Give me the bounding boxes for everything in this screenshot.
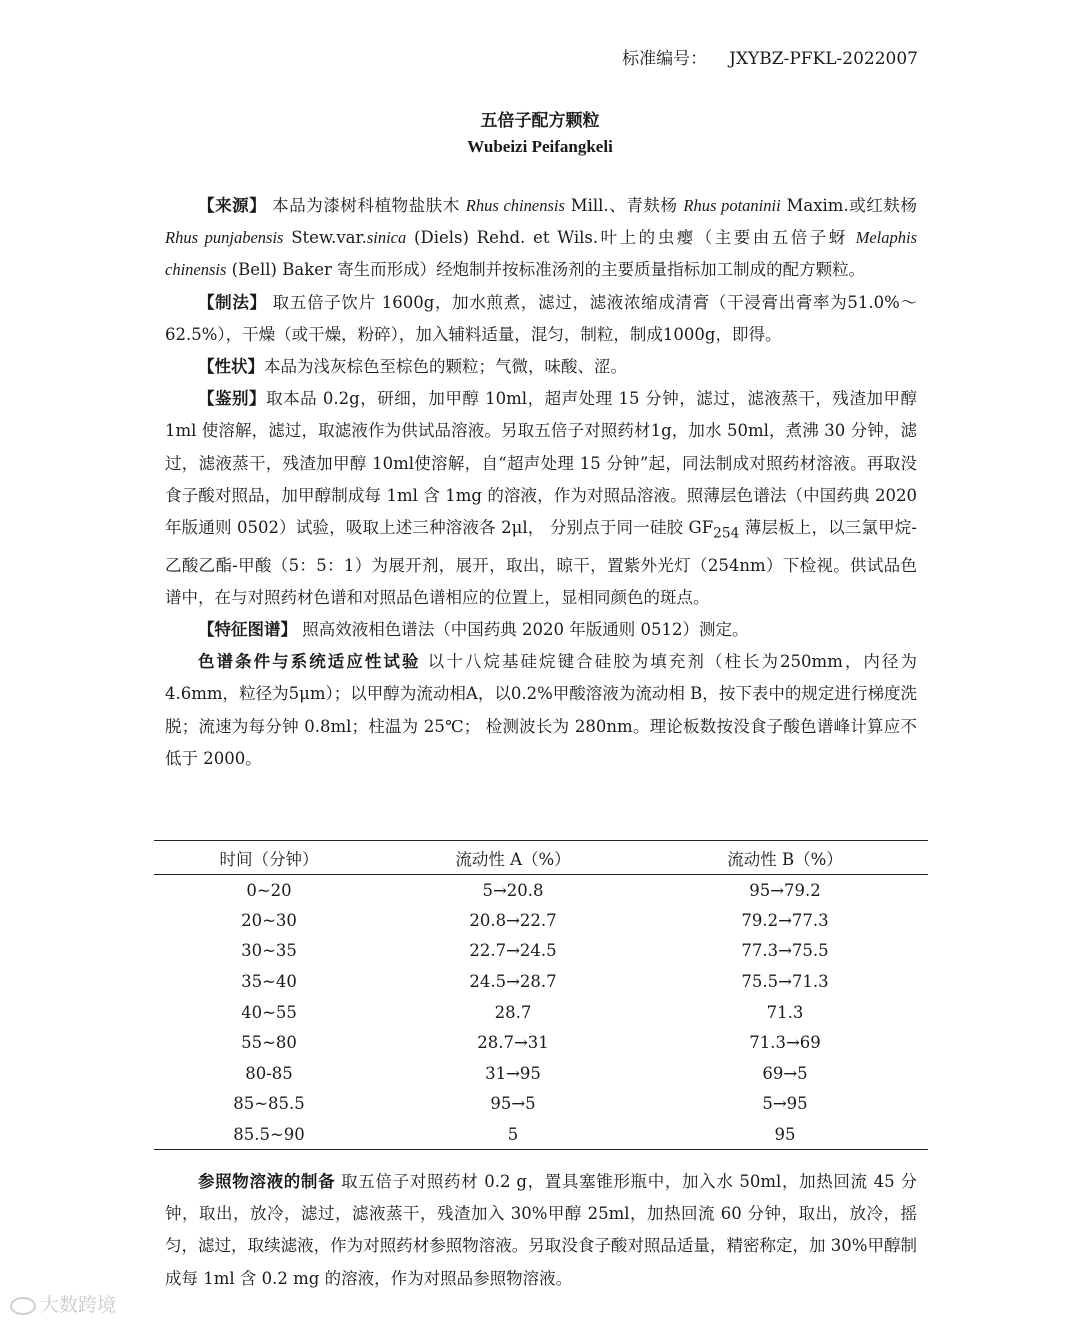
cell-phase-a: 5→20.8 [482, 880, 544, 900]
document-title-cn: 五倍子配方颗粒 [480, 111, 600, 131]
table-row [154, 1119, 928, 1150]
cell-phase-a: 31→95 [485, 1063, 541, 1083]
cell-phase-a: 22.7→24.5 [469, 941, 557, 961]
header-phase-b: 流动性 B（%） [642, 841, 928, 875]
section-identification [165, 383, 917, 614]
cell-phase-b: 95→79.2 [749, 880, 821, 900]
identification-text: 取本品 0.2g，研细，加甲醇 10ml，超声处理 15 分钟，滤过，滤液蒸干，残渣加甲醇 1ml 使溶解，滤过，取滤液作为供试品溶液。另取五倍子对照药材1g，加水 50ml，煮沸 30 分钟，滤过，滤液蒸干，残渣加甲醇 10ml使溶解，自“超声处理 15 分钟”起，同法制成对照药材溶液。再取没食子酸对照品，加甲醇制成每 1ml 含 1mg 的溶液，作为对照品溶液。照薄层色谱法（中国药典 2020 年版通则 0502）试验，吸取上述三种溶液各 2μl， 分别点于同一硅胶 GF [165, 389, 918, 538]
fingerprint-text: 照高效液相色谱法（中国药典 2020 年版通则 0512）测定。 [297, 619, 749, 639]
document-body [165, 190, 917, 775]
cell-phase-a: 28.7→31 [477, 1033, 549, 1053]
table-row [154, 1027, 928, 1058]
watermark [10, 1290, 116, 1317]
table-row [154, 997, 928, 1028]
table-header-row [154, 841, 928, 875]
species-name: sinica [366, 228, 407, 248]
cell-phase-b: 71.3→69 [749, 1033, 821, 1053]
species-name: Melaphis chinensis [165, 228, 917, 280]
source-text: (Bell) Baker 寄生而形成）经炮制并按标准汤剂的主要质量指标加工制成的配方颗粒。 [226, 260, 866, 280]
method-text: 取五倍子饮片 1600g，加水煎煮，滤过，滤液浓缩成清膏（干浸膏出膏率为51.0%～62.5%），干燥（或干燥，粉碎），加入辅料适量，混匀，制粒，制成1000g，即得。 [165, 292, 918, 344]
table-row [154, 905, 928, 936]
method-heading: 【制法】 [198, 292, 267, 312]
cell-time: 80-85 [245, 1063, 293, 1083]
header-phase-a: 流动性 A（%） [384, 841, 642, 875]
standard-number [622, 44, 918, 69]
fingerprint-heading: 【特征图谱】 [198, 619, 297, 639]
source-text: Mill.、青麸杨 [564, 196, 684, 215]
source-heading: 【来源】 [198, 196, 267, 215]
identification-text: 薄层板上，以三氯甲烷-乙酸乙酯-甲酸（5：5：1）为展开剂，展开，取出，晾干，置紫外光灯（254nm）下检视。供试品色谱中，在与对照药材色谱和对照品色谱相应的位置上，显相同颜色的斑点。 [165, 518, 917, 607]
chromatography-text: 以十八烷基硅烷键合硅胶为填充剂（柱长为250mm，内径为4.6mm，粒径为5μm）；以甲醇为流动相A，以0.2%甲酸溶液为流动相 B，按下表中的规定进行梯度洗脱；流速为每分钟 0.8ml；柱温为 25℃； 检测波长为 280nm。理论板数按没食子酸色谱峰计算应不低于 2000。 [165, 652, 918, 768]
reference-heading: 参照物溶液的制备 [198, 1172, 336, 1191]
chromatography-heading: 色谱条件与系统适应性试验 [198, 652, 421, 672]
cell-time: 20~30 [241, 910, 297, 930]
species-name: Rhus punjabensis [165, 228, 284, 248]
character-heading: 【性状】 [198, 357, 264, 377]
section-source [165, 190, 917, 287]
cell-phase-a: 20.8→22.7 [469, 910, 557, 930]
section-fingerprint [165, 614, 917, 646]
character-text: 本品为浅灰棕色至棕色的颗粒；气微，味酸、涩。 [264, 357, 627, 377]
section-reference-solution [165, 1166, 917, 1295]
header-time: 时间（分钟） [154, 841, 384, 875]
cell-phase-b: 69→5 [762, 1063, 808, 1083]
table-row [154, 1089, 928, 1120]
cell-time: 30~35 [241, 941, 297, 961]
cell-time: 55~80 [241, 1033, 297, 1053]
cell-phase-b: 71.3 [766, 1002, 804, 1022]
cell-phase-b: 79.2→77.3 [741, 910, 829, 930]
reference-text: 取五倍子对照药材 0.2 g，置具塞锥形瓶中，加入水 50ml，加热回流 45 分钟，取出，放冷，滤过，滤液蒸干，残渣加入 30%甲醇 25ml，加热回流 60 分钟，取出，放冷，摇匀，滤过，取续滤液，作为对照药材参照物溶液。另取没食子酸对照品适量，精密称定，加 30%甲醇制成每 1ml 含 0.2 mg 的溶液，作为对照品参照物溶液。 [165, 1172, 918, 1288]
table-row [154, 1058, 928, 1089]
table-row [154, 966, 928, 997]
standard-number-label: 标准编号： [622, 49, 708, 69]
cell-phase-a: 5 [384, 1119, 642, 1150]
species-name: Rhus potaninii [683, 196, 781, 215]
cell-time: 40~55 [241, 1002, 297, 1022]
watermark-text: 大数跨境 [40, 1294, 117, 1316]
document-body-continued [165, 1166, 917, 1295]
gradient-table [154, 840, 928, 1150]
cell-time: 85.5~90 [154, 1119, 384, 1150]
species-name: Rhus chinensis [465, 196, 565, 215]
cell-time: 0~20 [246, 880, 292, 900]
table-row [154, 875, 928, 906]
cell-phase-b: 75.5→71.3 [741, 972, 829, 992]
standard-number-code: JXYBZ-PFKL-2022007 [729, 49, 918, 69]
cell-time: 35~40 [241, 972, 297, 992]
cell-phase-a: 95→5 [490, 1094, 536, 1114]
table-row [154, 936, 928, 967]
section-method [165, 287, 917, 351]
cell-phase-a: 28.7 [494, 1002, 532, 1022]
watermark-logo-icon [10, 1297, 36, 1315]
cell-phase-b: 95 [642, 1119, 928, 1150]
cell-phase-b: 77.3→75.5 [741, 941, 829, 961]
section-chromatography [165, 646, 917, 775]
cell-phase-b: 5→95 [762, 1094, 808, 1114]
cell-time: 85~85.5 [233, 1094, 305, 1114]
source-text: (Diels) Rehd. et Wils.叶上的虫瘿（主要由五倍子蚜 [406, 228, 856, 248]
source-text: Maxim.或红麸杨 [780, 196, 917, 215]
document-title-en: Wubeizi Peifangkeli [467, 137, 613, 156]
section-character [165, 351, 917, 383]
identification-heading: 【鉴别】 [198, 389, 267, 409]
source-text: Stew.var. [283, 228, 367, 248]
subscript-254: 254 [713, 525, 740, 542]
cell-phase-a: 24.5→28.7 [469, 972, 557, 992]
source-text: 本品为漆树科植物盐肤木 [266, 196, 466, 215]
